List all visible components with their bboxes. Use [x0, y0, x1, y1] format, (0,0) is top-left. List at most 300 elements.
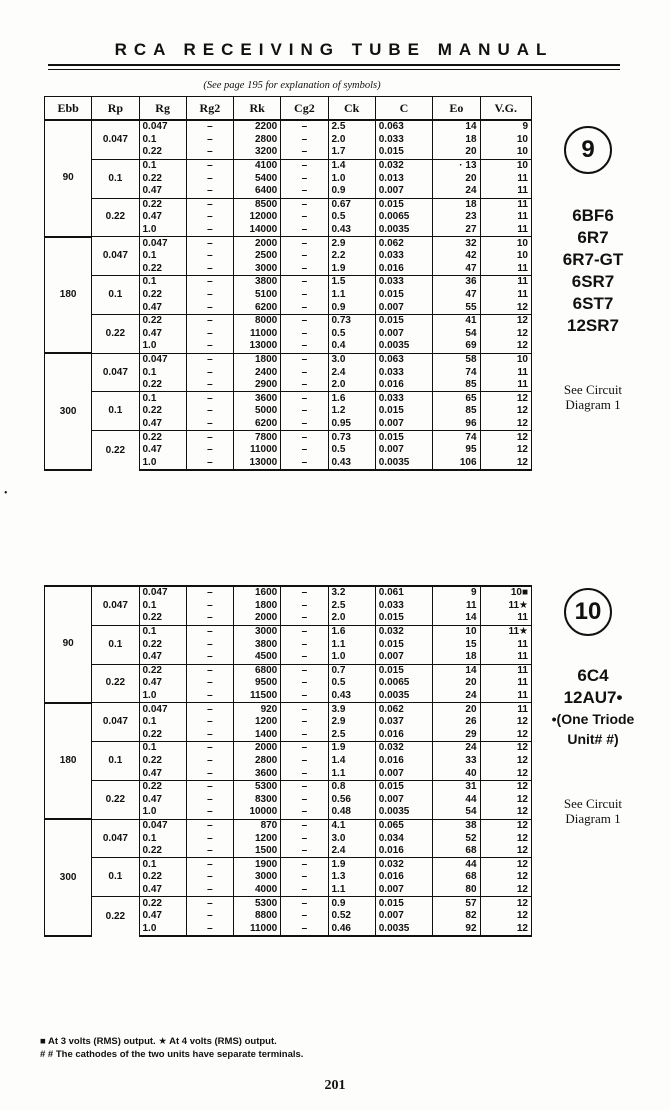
cell-rk: 6400: [234, 185, 281, 198]
cell-c: 0.062: [375, 703, 433, 716]
cell-rp: 0.22: [92, 897, 139, 936]
cell-vg: 12: [480, 340, 531, 353]
cell-vg: 11: [480, 690, 531, 703]
cell-ck: 2.9: [328, 716, 375, 729]
cell-rg2: –: [186, 586, 233, 600]
cell-cg2: –: [281, 716, 328, 729]
cell-rk: 2000: [234, 742, 281, 755]
cell-c: 0.034: [375, 832, 433, 845]
cell-rk: 4000: [234, 884, 281, 897]
cell-rk: 3800: [234, 276, 281, 289]
cell-rg2: –: [186, 276, 233, 289]
column-header-c: C: [375, 97, 433, 121]
cell-ck: 1.9: [328, 742, 375, 755]
cell-c: 0.033: [375, 276, 433, 289]
cell-rg2: –: [186, 884, 233, 897]
cell-c: 0.033: [375, 250, 433, 263]
cell-vg: 11: [480, 289, 531, 302]
circuit-reference-10: [540, 796, 646, 826]
cell-rg: 0.22: [139, 612, 186, 625]
cell-c: 0.007: [375, 301, 433, 314]
cell-rk: 14000: [234, 224, 281, 237]
cell-eo: 15: [433, 638, 480, 651]
cell-eo: 44: [433, 858, 480, 871]
cell-eo: 74: [433, 431, 480, 444]
cell-c: 0.033: [375, 134, 433, 147]
cell-c: 0.032: [375, 742, 433, 755]
cell-rg2: –: [186, 301, 233, 314]
cell-cg2: –: [281, 767, 328, 780]
circuit-reference-9: [540, 382, 646, 412]
cell-rk: 8000: [234, 314, 281, 327]
cell-rg2: –: [186, 250, 233, 263]
cell-vg: 12: [480, 922, 531, 936]
cell-rk: 2000: [234, 237, 281, 250]
cell-rg2: –: [186, 677, 233, 690]
cell-rg: 0.1: [139, 366, 186, 379]
cell-rg: 0.1: [139, 858, 186, 871]
cell-rg2: –: [186, 444, 233, 457]
cell-rk: 3600: [234, 392, 281, 405]
cell-ck: 1.1: [328, 767, 375, 780]
cell-ck: 2.2: [328, 250, 375, 263]
cell-vg: 12: [480, 328, 531, 341]
cell-eo: 32: [433, 237, 480, 250]
tube-type: 12SR7: [567, 316, 619, 335]
cell-rp: 0.047: [92, 586, 139, 625]
cell-ck: 3.9: [328, 703, 375, 716]
cell-eo: 20: [433, 677, 480, 690]
cell-rg: 0.047: [139, 703, 186, 716]
table-row: [45, 858, 532, 871]
cell-eo: 68: [433, 871, 480, 884]
cell-ck: 1.0: [328, 651, 375, 664]
cell-eo: 20: [433, 172, 480, 185]
cell-cg2: –: [281, 211, 328, 224]
cell-rg2: –: [186, 716, 233, 729]
cell-rg2: –: [186, 340, 233, 353]
cell-c: 0.032: [375, 858, 433, 871]
tube-type: 6BF6: [572, 206, 614, 225]
cell-rk: 3800: [234, 638, 281, 651]
cell-ck: 1.0: [328, 172, 375, 185]
tube-type: 12AU7•: [563, 688, 623, 707]
cell-vg: 11: [480, 703, 531, 716]
cell-rg: 0.22: [139, 897, 186, 910]
cell-eo: 69: [433, 340, 480, 353]
cell-eo: 27: [433, 224, 480, 237]
section-number-badge: 9: [564, 126, 612, 174]
cell-rk: 1200: [234, 832, 281, 845]
cell-cg2: –: [281, 664, 328, 677]
cell-rg: 0.47: [139, 328, 186, 341]
cell-vg: 12: [480, 444, 531, 457]
cell-cg2: –: [281, 677, 328, 690]
column-header-ebb: Ebb: [45, 97, 92, 121]
cell-rg2: –: [186, 858, 233, 871]
cell-rg2: –: [186, 664, 233, 677]
cell-rp: 0.22: [92, 431, 139, 470]
cell-eo: 68: [433, 845, 480, 858]
cell-cg2: –: [281, 198, 328, 211]
cell-ck: 0.73: [328, 314, 375, 327]
cell-c: 0.016: [375, 755, 433, 768]
cell-rg: 0.47: [139, 884, 186, 897]
cell-rg: 0.22: [139, 146, 186, 159]
tube-type: 6R7: [577, 228, 609, 247]
cell-rg2: –: [186, 897, 233, 910]
cell-vg: 11: [480, 612, 531, 625]
cell-rg: 0.22: [139, 871, 186, 884]
cell-eo: 24: [433, 185, 480, 198]
cell-c: 0.016: [375, 871, 433, 884]
cell-rk: 13000: [234, 340, 281, 353]
cell-vg: 11: [480, 211, 531, 224]
cell-rk: 4500: [234, 651, 281, 664]
cell-eo: 57: [433, 897, 480, 910]
cell-rg2: –: [186, 625, 233, 638]
cell-cg2: –: [281, 845, 328, 858]
cell-rp: 0.047: [92, 703, 139, 742]
cell-rk: 3200: [234, 146, 281, 159]
cell-vg: 12: [480, 910, 531, 923]
cell-rk: 920: [234, 703, 281, 716]
cell-cg2: –: [281, 703, 328, 716]
cell-rk: 6200: [234, 418, 281, 431]
circuit-ref-line: See Circuit: [563, 796, 623, 811]
cell-rg: 0.47: [139, 794, 186, 807]
cell-eo: · 13: [433, 159, 480, 172]
cell-vg: 11: [480, 638, 531, 651]
table-row: [45, 120, 532, 134]
cell-c: 0.015: [375, 897, 433, 910]
cell-cg2: –: [281, 172, 328, 185]
cell-ck: 0.4: [328, 340, 375, 353]
cell-eo: 23: [433, 211, 480, 224]
cell-c: 0.0035: [375, 456, 433, 470]
cell-vg: 11: [480, 677, 531, 690]
cell-rk: 2800: [234, 755, 281, 768]
cell-ck: 0.67: [328, 198, 375, 211]
cell-rg: 0.47: [139, 767, 186, 780]
cell-cg2: –: [281, 600, 328, 613]
cell-rg: 0.22: [139, 405, 186, 418]
column-header-rp: Rp: [92, 97, 139, 121]
cell-vg: 12: [480, 819, 531, 832]
cell-ck: 0.8: [328, 780, 375, 793]
cell-eo: 65: [433, 392, 480, 405]
cell-c: 0.015: [375, 664, 433, 677]
cell-rk: 2900: [234, 379, 281, 392]
circuit-ref-line: See Circuit: [563, 382, 623, 397]
table-row: [45, 159, 532, 172]
cell-rg2: –: [186, 819, 233, 832]
cell-ck: 3.0: [328, 832, 375, 845]
cell-rg: 1.0: [139, 456, 186, 470]
cell-rk: 1600: [234, 586, 281, 600]
cell-vg: 11: [480, 664, 531, 677]
cell-rk: 2500: [234, 250, 281, 263]
cell-rg2: –: [186, 794, 233, 807]
cell-vg: 11: [480, 198, 531, 211]
cell-rg2: –: [186, 120, 233, 134]
cell-rg: 0.047: [139, 353, 186, 366]
cell-rg2: –: [186, 612, 233, 625]
cell-ck: 0.9: [328, 897, 375, 910]
cell-rk: 7800: [234, 431, 281, 444]
cell-rg2: –: [186, 780, 233, 793]
table-section-10: [44, 585, 532, 937]
cell-cg2: –: [281, 922, 328, 936]
cell-ck: 2.4: [328, 845, 375, 858]
tube-type: 6R7-GT: [562, 250, 624, 269]
circuit-ref-line: Diagram 1: [565, 811, 621, 826]
cell-rp: 0.1: [92, 276, 139, 315]
cell-rk: 8800: [234, 910, 281, 923]
cell-cg2: –: [281, 301, 328, 314]
cell-ck: 0.73: [328, 431, 375, 444]
cell-rg: 0.22: [139, 780, 186, 793]
cell-c: 0.007: [375, 651, 433, 664]
cell-rg2: –: [186, 431, 233, 444]
cell-rg2: –: [186, 922, 233, 936]
table-row: [45, 664, 532, 677]
cell-rk: 1500: [234, 845, 281, 858]
cell-ck: 1.6: [328, 625, 375, 638]
column-header-rk: Rk: [234, 97, 281, 121]
cell-rk: 10000: [234, 806, 281, 819]
cell-rp: 0.047: [92, 237, 139, 276]
cell-rg: 0.22: [139, 755, 186, 768]
cell-cg2: –: [281, 328, 328, 341]
cell-rg2: –: [186, 379, 233, 392]
cell-cg2: –: [281, 379, 328, 392]
cell-rg: 0.1: [139, 832, 186, 845]
cell-eo: 18: [433, 651, 480, 664]
cell-rg2: –: [186, 237, 233, 250]
cell-cg2: –: [281, 146, 328, 159]
cell-vg: 10: [480, 237, 531, 250]
cell-c: 0.033: [375, 392, 433, 405]
cell-cg2: –: [281, 392, 328, 405]
cell-cg2: –: [281, 651, 328, 664]
column-header-ck: Ck: [328, 97, 375, 121]
cell-ck: 1.9: [328, 858, 375, 871]
cell-vg: 10■: [480, 586, 531, 600]
cell-cg2: –: [281, 806, 328, 819]
cell-cg2: –: [281, 910, 328, 923]
cell-vg: 12: [480, 767, 531, 780]
cell-c: 0.015: [375, 612, 433, 625]
cell-vg: 12: [480, 897, 531, 910]
symbols-note: (See page 195 for explanation of symbols): [203, 80, 381, 91]
cell-rg2: –: [186, 845, 233, 858]
cell-vg: 12: [480, 729, 531, 742]
cell-rg: 0.047: [139, 586, 186, 600]
cell-rk: 1800: [234, 600, 281, 613]
cell-cg2: –: [281, 742, 328, 755]
cell-vg: 12: [480, 871, 531, 884]
cell-ck: 0.5: [328, 677, 375, 690]
cell-eo: 42: [433, 250, 480, 263]
cell-ck: 2.5: [328, 120, 375, 134]
cell-rk: 2000: [234, 612, 281, 625]
cell-rg2: –: [186, 405, 233, 418]
tube-note: Unit# #): [567, 731, 619, 747]
cell-ck: 1.6: [328, 392, 375, 405]
cell-cg2: –: [281, 224, 328, 237]
cell-cg2: –: [281, 456, 328, 470]
cell-ck: 1.7: [328, 146, 375, 159]
cell-vg: 12: [480, 431, 531, 444]
table-row: [45, 586, 532, 600]
cell-cg2: –: [281, 418, 328, 431]
cell-rk: 5300: [234, 897, 281, 910]
cell-rg2: –: [186, 289, 233, 302]
cell-rg: 0.1: [139, 250, 186, 263]
cell-rg2: –: [186, 456, 233, 470]
cell-rg2: –: [186, 366, 233, 379]
cell-ck: 0.46: [328, 922, 375, 936]
cell-cg2: –: [281, 729, 328, 742]
cell-ck: 0.9: [328, 301, 375, 314]
cell-cg2: –: [281, 237, 328, 250]
cell-c: 0.015: [375, 289, 433, 302]
cell-c: 0.032: [375, 159, 433, 172]
cell-vg: 11: [480, 224, 531, 237]
cell-eo: 58: [433, 353, 480, 366]
cell-rg: 1.0: [139, 806, 186, 819]
cell-cg2: –: [281, 625, 328, 638]
circuit-ref-line: Diagram 1: [565, 397, 621, 412]
cell-cg2: –: [281, 794, 328, 807]
cell-vg: 11★: [480, 600, 531, 613]
cell-eo: 96: [433, 418, 480, 431]
cell-vg: 12: [480, 780, 531, 793]
cell-vg: 11: [480, 185, 531, 198]
cell-c: 0.061: [375, 586, 433, 600]
cell-ck: 4.1: [328, 819, 375, 832]
cell-vg: 12: [480, 392, 531, 405]
cell-rg2: –: [186, 832, 233, 845]
cell-c: 0.0035: [375, 806, 433, 819]
cell-eo: 18: [433, 134, 480, 147]
cell-ck: 1.9: [328, 263, 375, 276]
page-header: RCA RECEIVING TUBE MANUAL: [114, 40, 554, 59]
cell-c: 0.0035: [375, 690, 433, 703]
cell-rg2: –: [186, 224, 233, 237]
cell-rg2: –: [186, 134, 233, 147]
cell-c: 0.007: [375, 328, 433, 341]
cell-ck: 1.3: [328, 871, 375, 884]
cell-eo: 20: [433, 703, 480, 716]
cell-cg2: –: [281, 134, 328, 147]
cell-ck: 1.1: [328, 884, 375, 897]
cell-eo: 36: [433, 276, 480, 289]
cell-c: 0.015: [375, 431, 433, 444]
cell-ebb: 180: [45, 237, 92, 353]
cell-eo: 74: [433, 366, 480, 379]
cell-c: 0.0035: [375, 340, 433, 353]
cell-rg2: –: [186, 703, 233, 716]
cell-ck: 0.5: [328, 328, 375, 341]
cell-rk: 12000: [234, 211, 281, 224]
cell-rk: 2400: [234, 366, 281, 379]
cell-eo: 31: [433, 780, 480, 793]
cell-vg: 12: [480, 405, 531, 418]
cell-cg2: –: [281, 366, 328, 379]
cell-eo: 24: [433, 690, 480, 703]
cell-cg2: –: [281, 690, 328, 703]
cell-rp: 0.22: [92, 664, 139, 703]
cell-rp: 0.22: [92, 314, 139, 353]
cell-cg2: –: [281, 819, 328, 832]
cell-vg: 12: [480, 742, 531, 755]
tube-list-9: [538, 205, 648, 337]
cell-cg2: –: [281, 353, 328, 366]
cell-rg: 0.22: [139, 845, 186, 858]
cell-eo: 10: [433, 625, 480, 638]
cell-ck: 0.5: [328, 211, 375, 224]
cell-ebb: 300: [45, 353, 92, 470]
cell-rg: 0.1: [139, 159, 186, 172]
cell-rk: 6200: [234, 301, 281, 314]
cell-rg2: –: [186, 172, 233, 185]
cell-c: 0.015: [375, 405, 433, 418]
cell-c: 0.037: [375, 716, 433, 729]
cell-rg: 0.1: [139, 600, 186, 613]
cell-rg: 0.1: [139, 392, 186, 405]
column-header-rg2: Rg2: [186, 97, 233, 121]
tube-type: 6SR7: [571, 272, 615, 291]
cell-ck: 0.7: [328, 664, 375, 677]
cell-vg: 12: [480, 456, 531, 470]
cell-rg: 1.0: [139, 690, 186, 703]
cell-c: 0.032: [375, 625, 433, 638]
cell-c: 0.062: [375, 237, 433, 250]
cell-rg2: –: [186, 767, 233, 780]
cell-ck: 1.1: [328, 638, 375, 651]
cell-c: 0.007: [375, 185, 433, 198]
cell-cg2: –: [281, 832, 328, 845]
tube-type: 6ST7: [572, 294, 614, 313]
cell-ck: 0.52: [328, 910, 375, 923]
cell-rg2: –: [186, 755, 233, 768]
cell-rk: 2200: [234, 120, 281, 134]
cell-rk: 11000: [234, 328, 281, 341]
table-row: [45, 742, 532, 755]
cell-vg: 11★: [480, 625, 531, 638]
column-header-cg2: Cg2: [281, 97, 328, 121]
cell-cg2: –: [281, 263, 328, 276]
cell-rk: 1900: [234, 858, 281, 871]
cell-rg: 0.47: [139, 185, 186, 198]
cell-rg: 0.22: [139, 379, 186, 392]
cell-vg: 10: [480, 353, 531, 366]
cell-eo: 44: [433, 794, 480, 807]
cell-cg2: –: [281, 586, 328, 600]
cell-cg2: –: [281, 755, 328, 768]
cell-eo: 26: [433, 716, 480, 729]
cell-eo: 9: [433, 586, 480, 600]
cell-rg2: –: [186, 353, 233, 366]
cell-c: 0.016: [375, 729, 433, 742]
cell-rp: 0.1: [92, 742, 139, 781]
cell-rg: 0.47: [139, 418, 186, 431]
cell-vg: 11: [480, 379, 531, 392]
cell-ck: 2.5: [328, 729, 375, 742]
cell-rg: 0.22: [139, 638, 186, 651]
